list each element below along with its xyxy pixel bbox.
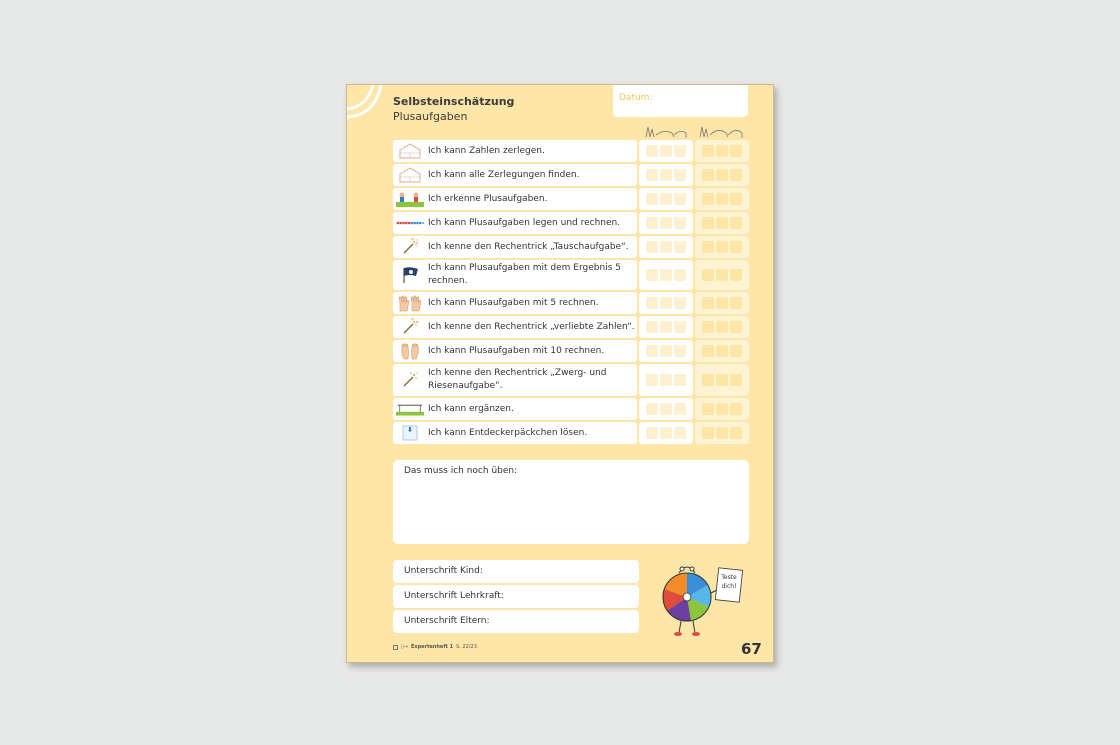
statement-cell (393, 422, 637, 444)
table-row (393, 422, 749, 444)
feet-icon (396, 342, 424, 360)
magic-wand-icon (396, 238, 424, 256)
rating-boxes-2[interactable] (695, 316, 749, 338)
parcel-icon (396, 424, 424, 442)
statement-text: Ich kenne den Rechentrick „verliebte Zahlen“. (428, 321, 635, 332)
rating-boxes-2[interactable] (695, 292, 749, 314)
practice-notes-field[interactable] (393, 460, 749, 544)
table-row (393, 188, 749, 210)
table-row (393, 140, 749, 162)
hand-rating-icon (698, 123, 744, 141)
rating-boxes-1[interactable] (639, 212, 693, 234)
statement-text: Ich kann Plusaufgaben mit dem Ergebnis 5 rechnen. (428, 263, 621, 286)
rating-boxes-1[interactable] (639, 422, 693, 444)
rating-boxes-1[interactable] (639, 236, 693, 258)
table-row (393, 398, 749, 420)
rating-boxes-2[interactable] (695, 422, 749, 444)
rating-boxes-2[interactable] (695, 212, 749, 234)
signature-label: Unterschrift Lehrkraft: (404, 591, 504, 601)
children-icon (396, 190, 424, 208)
rating-boxes-2[interactable] (695, 398, 749, 420)
table-row (393, 316, 749, 338)
statement-text: Ich kenne den Rechentrick „Tauschaufgabe“. (428, 241, 629, 252)
statement-text: Ich kann Plusaufgaben mit 5 rechnen. (428, 297, 599, 308)
statement-cell (393, 398, 637, 420)
rating-boxes-1[interactable] (639, 364, 693, 396)
house-icon (396, 166, 424, 184)
magic-wand-icon (396, 371, 424, 389)
rating-boxes-2[interactable] (695, 364, 749, 396)
statement-text: Ich kann ergänzen. (428, 403, 514, 414)
signature-parents-field[interactable] (393, 610, 639, 633)
statement-cell (393, 364, 637, 396)
table-row (393, 212, 749, 234)
date-field[interactable] (613, 85, 748, 117)
rating-boxes-1[interactable] (639, 340, 693, 362)
rating-boxes-1[interactable] (639, 398, 693, 420)
bead-string-icon (396, 214, 424, 232)
table-row (393, 292, 749, 314)
book-title: Expertenheft 1 (410, 644, 454, 650)
balance-icon (396, 400, 424, 418)
rating-boxes-1[interactable] (639, 188, 693, 210)
rating-boxes-1[interactable] (639, 316, 693, 338)
statement-text: Ich kenne den Rechentrick „Zwerg- und Riesenaufgabe“. (428, 368, 607, 391)
hands-icon (396, 294, 424, 312)
footer-reference (393, 644, 477, 650)
book-arrow-icon: ▯→ (401, 644, 408, 650)
table-row (393, 364, 749, 396)
rating-boxes-2[interactable] (695, 188, 749, 210)
worksheet-page (346, 84, 774, 663)
page-subtitle: Plusaufgaben (393, 110, 468, 123)
rating-boxes-2[interactable] (695, 340, 749, 362)
date-label: Datum: (619, 93, 653, 103)
hand-rating-icon (644, 123, 688, 141)
signature-label: Unterschrift Kind: (404, 566, 483, 576)
statement-cell (393, 188, 637, 210)
statement-text: Ich kann Entdeckerpäckchen lösen. (428, 427, 588, 438)
rating-boxes-2[interactable] (695, 260, 749, 290)
statement-text: Ich kann Zahlen zerlegen. (428, 145, 545, 156)
rating-boxes-2[interactable] (695, 164, 749, 186)
notes-label: Das muss ich noch üben: (404, 466, 518, 476)
rating-boxes-2[interactable] (695, 236, 749, 258)
statement-cell (393, 292, 637, 314)
statement-text: Ich kann Plusaufgaben mit 10 rechnen. (428, 345, 605, 356)
statement-cell (393, 164, 637, 186)
table-row (393, 164, 749, 186)
house-icon (396, 142, 424, 160)
table-row (393, 236, 749, 258)
mascot-sign-text: Teste dich! (721, 574, 737, 590)
rating-boxes-1[interactable] (639, 140, 693, 162)
statement-cell (393, 140, 637, 162)
checkbox-icon (393, 645, 398, 650)
magic-wand-icon (396, 318, 424, 336)
flag-icon (396, 266, 424, 284)
statement-cell (393, 212, 637, 234)
statement-text: Ich kann alle Zerlegungen finden. (428, 169, 580, 180)
wheel-mascot-illustration (659, 559, 751, 639)
page-number: 67 (741, 640, 762, 658)
statement-text: Ich kann Plusaufgaben legen und rechnen. (428, 217, 621, 228)
corner-arcs-decoration (347, 85, 397, 125)
rating-boxes-1[interactable] (639, 292, 693, 314)
self-assessment-table (393, 140, 749, 446)
rating-boxes-1[interactable] (639, 260, 693, 290)
signature-label: Unterschrift Eltern: (404, 616, 490, 626)
rating-boxes-1[interactable] (639, 164, 693, 186)
table-row (393, 340, 749, 362)
statement-cell (393, 236, 637, 258)
book-pages: S. 22/23 (456, 644, 477, 650)
statement-cell (393, 260, 637, 290)
page-title: Selbsteinschätzung (393, 95, 515, 108)
signature-child-field[interactable] (393, 560, 639, 583)
rating-boxes-2[interactable] (695, 140, 749, 162)
statement-cell (393, 340, 637, 362)
table-row (393, 260, 749, 290)
statement-text: Ich erkenne Plusaufgaben. (428, 193, 548, 204)
signature-teacher-field[interactable] (393, 585, 639, 608)
statement-cell (393, 316, 637, 338)
